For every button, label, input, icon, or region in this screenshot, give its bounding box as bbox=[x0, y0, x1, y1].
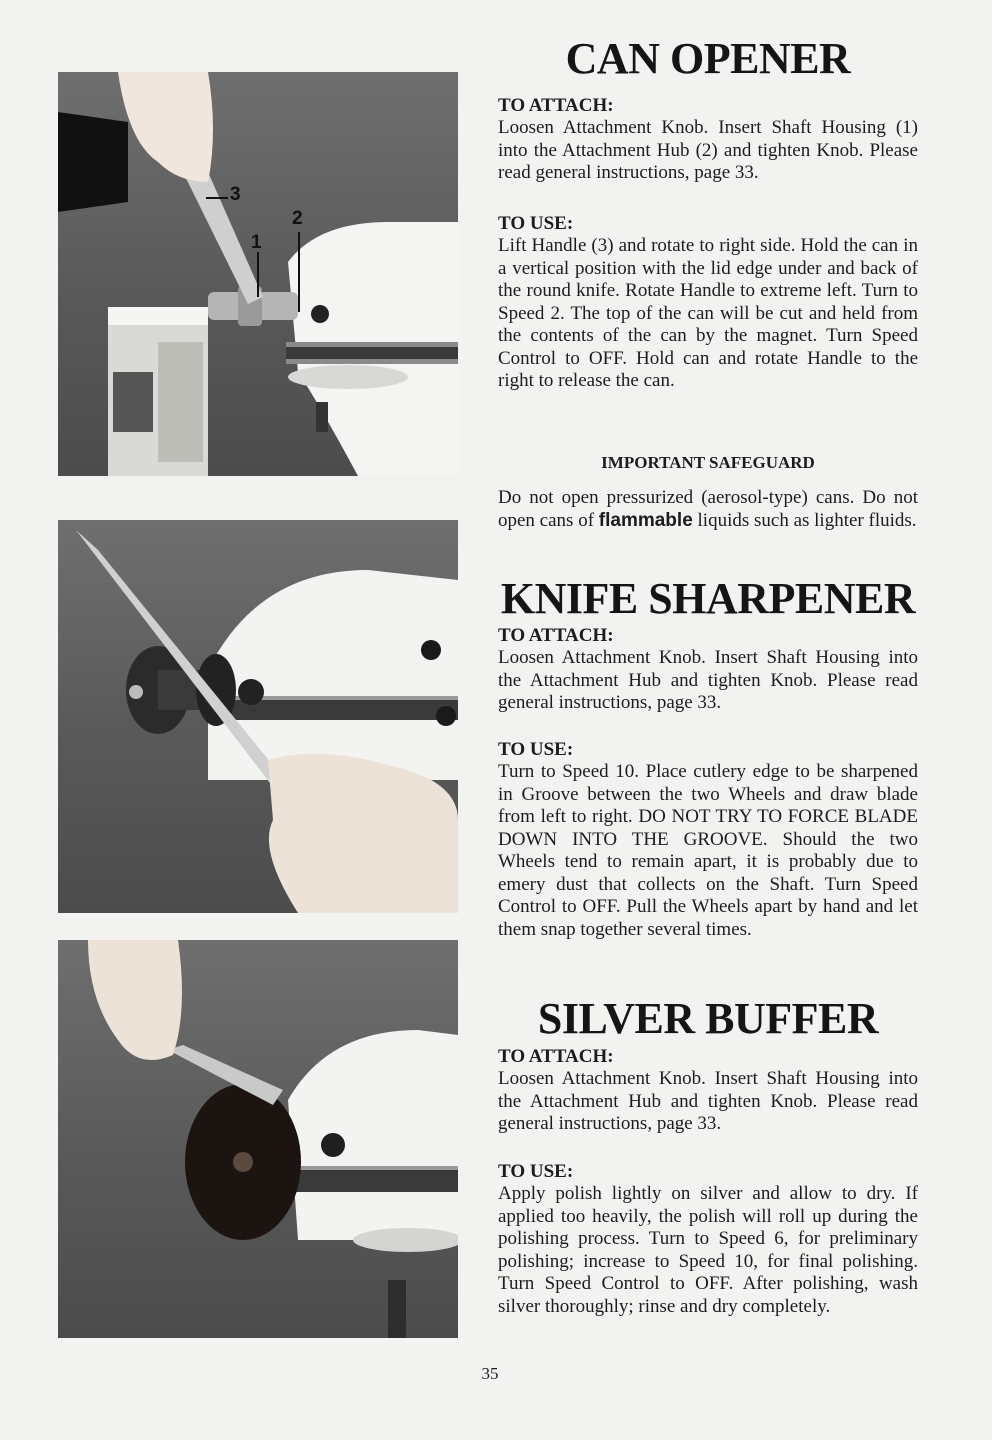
attach-heading: TO ATTACH: bbox=[498, 1046, 614, 1067]
use-heading: TO USE: bbox=[498, 213, 574, 234]
important-safeguard bbox=[498, 453, 918, 473]
attach-text: Loosen Attachment Knob. Insert Shaft Housing (1) into the Attachment Hub (2) and tighten Knob. Please read general instructions, page 33. bbox=[498, 117, 918, 183]
silver-buffer-attach bbox=[498, 1046, 918, 1136]
silver-buffer-photo bbox=[58, 940, 458, 1338]
knife-sharpener-photo bbox=[58, 520, 458, 913]
can-opener-use bbox=[498, 213, 918, 393]
safeguard-text bbox=[498, 487, 918, 532]
attach-text: Loosen Attachment Knob. Insert Shaft Housing into the Attachment Hub and tighten Knob. Please read general instructions, page 33. bbox=[498, 1068, 918, 1134]
attach-heading: TO ATTACH: bbox=[498, 95, 614, 116]
use-heading: TO USE: bbox=[498, 739, 574, 760]
can-opener-attach bbox=[498, 95, 918, 185]
callout-shaft-1: 1 bbox=[251, 232, 262, 253]
knife-sharpener-illustration bbox=[58, 520, 458, 913]
section-title: CAN OPENER bbox=[565, 34, 851, 83]
safeguard-body bbox=[498, 487, 918, 532]
use-text: Turn to Speed 10. Place cutlery edge to be sharpened in Groove between the two Wheels and draw blade from left to right. DO NOT TRY TO FORCE BLADE DOWN INTO THE GROOVE. Should the two Wheels tend to remain apart, it is probably due to emery dust that collects on the Shaft. Turn Speed Control to OFF. Pull the Wheels apart by hand and let them snap together several times. bbox=[498, 761, 918, 940]
silver-buffer-section bbox=[498, 994, 918, 1044]
callout-handle-3: 3 bbox=[230, 184, 241, 205]
section-title: SILVER BUFFER bbox=[537, 994, 879, 1043]
use-text: Lift Handle (3) and rotate to right side. Hold the can in a vertical position with the lid edge under and back of the round knife. Rotate Handle to extreme left. Turn to Speed 2. The top of the can will be cut and held from the contents of the can by the magnet. Turn Speed Control to OFF. Hold can and rotate Handle to the right to release the can. bbox=[498, 235, 918, 391]
can-opener-photo bbox=[58, 72, 458, 476]
page-number: 35 bbox=[481, 1364, 499, 1383]
attach-heading: TO ATTACH: bbox=[498, 625, 614, 646]
knife-sharpener-use bbox=[498, 739, 918, 941]
section-title: KNIFE SHARPENER bbox=[500, 574, 916, 623]
knife-sharpener-section bbox=[498, 574, 918, 624]
silver-buffer-use bbox=[498, 1161, 918, 1318]
silver-buffer-illustration bbox=[58, 940, 458, 1338]
attach-text: Loosen Attachment Knob. Insert Shaft Housing into the Attachment Hub and tighten Knob. Please read general instructions, page 33. bbox=[498, 647, 918, 713]
safeguard-text-part-1: Do not open pressurized (aerosol-type) cans. Do not open cans of bbox=[498, 487, 918, 531]
use-text: Apply polish lightly on silver and allow to dry. If applied too heavily, the polish will roll up during the polishing process. Turn to Speed 6, for preliminary polishing; increase to Speed 10, for final polishing. Turn Speed Control to OFF. After polishing, wash silver thoroughly; rinse and dry completely. bbox=[498, 1183, 918, 1317]
safeguard-flammable: flammable bbox=[598, 509, 693, 531]
safeguard-title: IMPORTANT SAFEGUARD bbox=[601, 453, 815, 472]
use-heading: TO USE: bbox=[498, 1161, 574, 1182]
can-opener-section bbox=[498, 34, 918, 84]
safeguard-text-part-2: liquids such as lighter fluids. bbox=[692, 509, 917, 531]
callout-hub-2: 2 bbox=[292, 208, 303, 229]
can-opener-illustration bbox=[58, 72, 458, 476]
knife-sharpener-attach bbox=[498, 625, 918, 715]
